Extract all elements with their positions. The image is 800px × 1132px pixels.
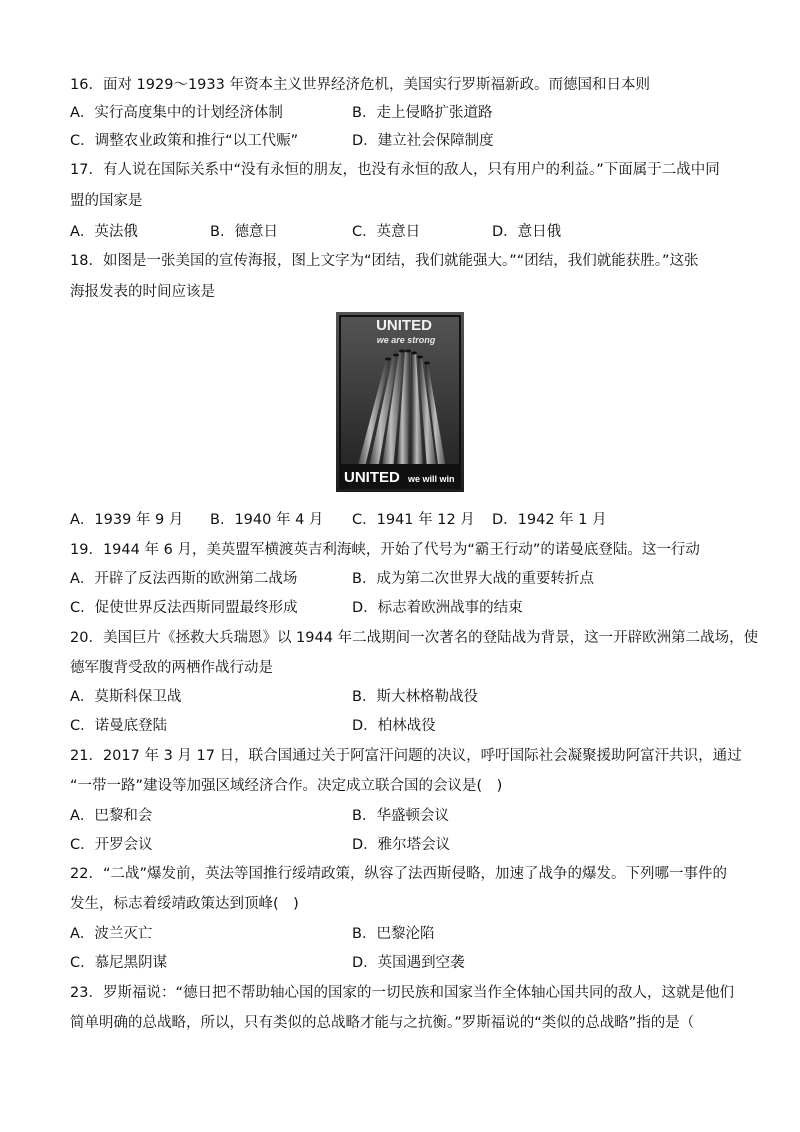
question-21-option-c: C．开罗会议: [70, 837, 153, 853]
question-22-option-c: C．慕尼黑阴谋: [70, 955, 168, 971]
poster-top-subtitle: we are strong: [376, 335, 436, 345]
question-16-option-c: C．调整农业政策和推行“以工代赈”: [70, 133, 299, 149]
question-17-stem-line1: 17．有人说在国际关系中“没有永恒的朋友，也没有永恒的敌人，只有用户的利益。”下面属于二战中同: [70, 162, 720, 178]
question-21-option-a: A．巴黎和会: [70, 808, 153, 824]
question-17-option-b: B．德意日: [210, 224, 278, 240]
question-17-stem-line2: 盟的国家是: [70, 193, 143, 209]
question-17-option-d: D．意日俄: [492, 224, 562, 240]
question-17-option-a: A．英法俄: [70, 224, 138, 240]
question-18-stem-line2: 海报发表的时间应该是: [70, 284, 215, 300]
question-20-option-b: B．斯大林格勒战役: [352, 689, 478, 705]
question-18-stem-line1: 18．如图是一张美国的宣传海报，图上文字为“团结，我们就能强大。”“团结，我们就能获胜。”这张: [70, 253, 699, 269]
question-19-option-d: D．标志着欧洲战事的结束: [352, 600, 523, 616]
question-19-option-a: A．开辟了反法西斯的欧洲第二战场: [70, 571, 298, 587]
question-19-stem: 19．1944 年 6 月，美英盟军横渡英吉利海峡，开始了代号为“霸王行动”的诺曼底登陆。这一行动: [70, 542, 700, 558]
question-17-option-c: C．英意日: [352, 224, 421, 240]
question-22-option-d: D．英国遇到空袭: [352, 955, 465, 971]
question-16-option-d: D．建立社会保障制度: [352, 133, 494, 149]
question-21-stem-line1: 21．2017 年 3 月 17 日，联合国通过关于阿富汗问题的决议，呼吁国际社会凝聚援助阿富汗共识，通过: [70, 748, 742, 764]
question-23-stem-line2: 简单明确的总战略，所以，只有类似的总战略才能与之抗衡。”罗斯福说的“类似的总战略”指的是（: [70, 1015, 695, 1031]
question-23-stem-line1: 23．罗斯福说：“德日把不帮助轴心国的国家的一切民族和国家当作全体轴心国共同的敌人，这就是他们: [70, 985, 734, 1001]
question-20-stem-line1: 20．美国巨片《拯救大兵瑞恩》以 1944 年二战期间一次著名的登陆战为背景，这一开辟欧洲第二战场，使: [70, 630, 759, 646]
question-22-option-a: A．波兰灭亡: [70, 926, 153, 942]
question-16-option-a: A．实行高度集中的计划经济体制: [70, 105, 283, 121]
question-19-option-c: C．促使世界反法西斯同盟最终形成: [70, 600, 298, 616]
question-18-option-a: A．1939 年 9 月: [70, 512, 184, 528]
question-18-option-d: D．1942 年 1 月: [492, 512, 607, 528]
poster-bottom-subtitle: we will win: [408, 474, 455, 484]
united-propaganda-poster: [336, 312, 464, 492]
poster-top-title: UNITED: [376, 317, 432, 334]
poster-bottom-title: UNITED: [344, 469, 400, 486]
question-18-option-b: B．1940 年 4 月: [210, 512, 324, 528]
question-19-option-b: B．成为第二次世界大战的重要转折点: [352, 571, 594, 587]
question-20-stem-line2: 德军腹背受敌的两栖作战行动是: [70, 660, 273, 676]
question-21-stem-line2: “一带一路”建设等加强区域经济合作。决定成立联合国的会议是( ): [70, 778, 503, 794]
question-16-option-b: B．走上侵略扩张道路: [352, 105, 493, 121]
question-21-option-b: B．华盛顿会议: [352, 808, 449, 824]
question-20-option-d: D．柏林战役: [352, 718, 436, 734]
question-16-stem: 16．面对 1929～1933 年资本主义世界经济危机，美国实行罗斯福新政。而德国和日本则: [70, 77, 650, 93]
question-21-option-d: D．雅尔塔会议: [352, 837, 451, 853]
question-20-option-a: A．莫斯科保卫战: [70, 689, 182, 705]
question-20-option-c: C．诺曼底登陆: [70, 718, 168, 734]
question-18-option-c: C．1941 年 12 月: [352, 512, 475, 528]
question-22-option-b: B．巴黎沦陷: [352, 926, 435, 942]
question-22-stem-line1: 22．“二战”爆发前，英法等国推行绥靖政策，纵容了法西斯侵略，加速了战争的爆发。下列哪一事件的: [70, 866, 727, 882]
question-22-stem-line2: 发生，标志着绥靖政策达到顶峰( ): [70, 896, 299, 912]
